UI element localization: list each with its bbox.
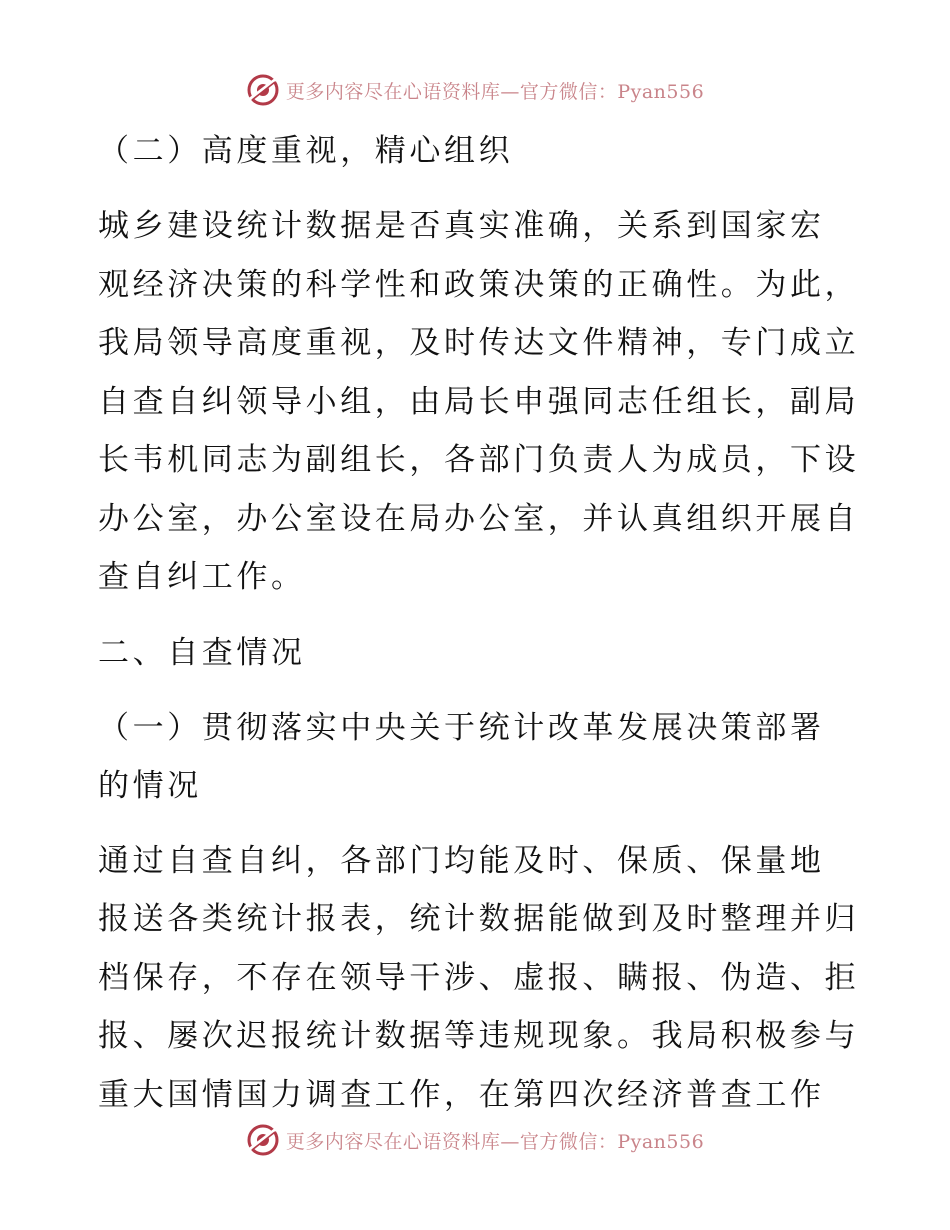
watermark-logo-icon [246, 1123, 280, 1157]
heading-line: 的情况 [98, 767, 202, 804]
section-heading-self-check: 二、自查情况 [98, 634, 306, 671]
watermark-logo-icon [246, 73, 280, 107]
paragraph-importance [98, 197, 858, 607]
paragraph-line: 城乡建设统计数据是否真实准确，关系到国家宏 [98, 208, 825, 244]
subsection-heading-implementation [98, 699, 858, 815]
paragraph-line: 长韦机同志为副组长，各部门负责人为成员，下设 [98, 442, 860, 478]
document-body [98, 122, 858, 1124]
paragraph-line: 报、屡次迟报统计数据等违规现象。我局积极参与 [98, 1018, 860, 1054]
paragraph-line: 查自纠工作。 [98, 559, 306, 595]
paragraph-line: 自查自纠领导小组，由局长申强同志任组长，副局 [98, 383, 860, 420]
paragraph-line: 观经济决策的科学性和政策决策的正确性。为此， [98, 266, 860, 303]
heading-line: （一）贯彻落实中央关于统计改革发展决策部署 [98, 709, 825, 746]
paragraph-line: 重大国情国力调查工作，在第四次经济普查工作 [98, 1076, 825, 1113]
section-heading-organization: （二）高度重视，精心组织 [98, 133, 514, 169]
paragraph-self-check-result [98, 832, 858, 1125]
watermark-text: 更多内容尽在心语资料库—官方微信：Pyan556 [285, 80, 705, 103]
watermark-header [0, 70, 950, 110]
paragraph-line: 报送各类统计报表，统计数据能做到及时整理并归 [98, 901, 860, 937]
paragraph-line: 档保存，不存在领导干涉、虚报、瞒报、伪造、拒 [98, 959, 860, 996]
paragraph-line: 我局领导高度重视，及时传达文件精神，专门成立 [98, 325, 860, 361]
watermark-footer [0, 1120, 950, 1160]
paragraph-line: 办公室，办公室设在局办公室，并认真组织开展自 [98, 500, 860, 537]
paragraph-line: 通过自查自纠，各部门均能及时、保质、保量地 [98, 842, 825, 879]
watermark-text: 更多内容尽在心语资料库—官方微信：Pyan556 [285, 1130, 705, 1153]
